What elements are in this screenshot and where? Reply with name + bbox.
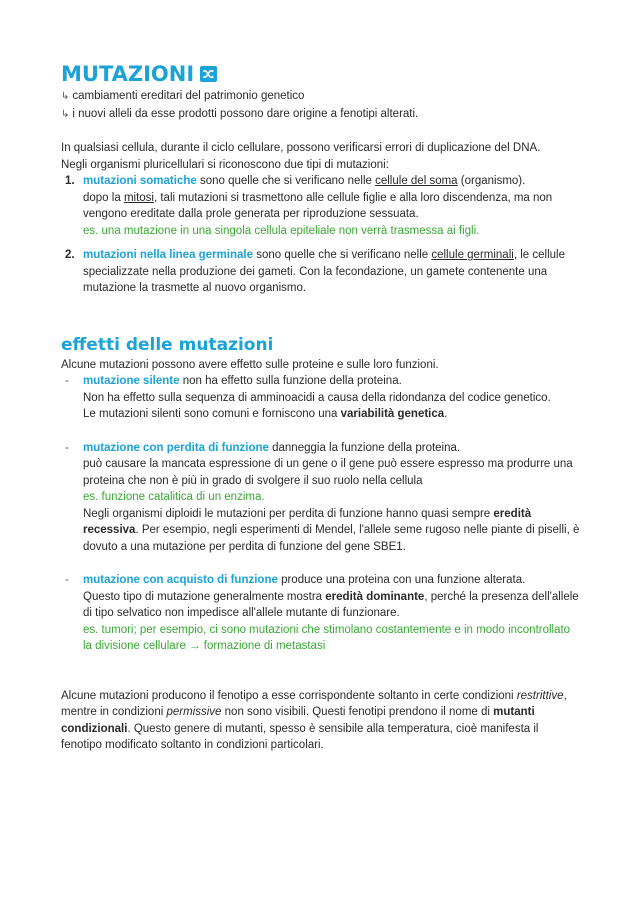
mutation-types-list bbox=[61, 173, 581, 297]
intro-line: Negli organismi pluricellulari si riconoscono due tipi di mutazioni: bbox=[61, 158, 389, 171]
example-text: es. tumori; per esempio, ci sono mutazioni che stimolano costantemente e in modo incontrollato la divisione cellulare → formazione di metastasi bbox=[83, 623, 571, 652]
term: mutazione silente bbox=[83, 375, 180, 387]
list-item: 1. mutazioni somatiche sono quelle che si verificano nelle cellule del soma (organismo). dopo la mitosi, tali mutazioni si trasmettono alle cellule figlie e alla loro discendenza, ma non vengono ereditate dalla prole generata per riproduzione sessuata. es. una mutazione in una singola cellula epiteliale non verrà trasmessa ai figli. bbox=[65, 175, 553, 237]
return-arrow-icon: ↳ bbox=[61, 108, 70, 120]
intro-line: In qualsiasi cellula, durante il ciclo cellulare, possono verificarsi errori di duplicazione del DNA. bbox=[61, 142, 541, 154]
return-arrow-icon: ↳ bbox=[61, 91, 70, 102]
document-page bbox=[61, 60, 581, 754]
list-item: 2. mutazioni nella linea germinale sono quelle che si verificano nelle cellule germinali, le cellule specializzate nella produzione dei gameti. Con la fecondazione, un gamete contenente una mutazione la trasmette al nuovo organismo. bbox=[65, 249, 565, 294]
conditional-paragraph: Alcune mutazioni producono il fenotipo a esse corrispondente soltanto in certe condizioni restrittive, mentre in condizioni permissive non sono visibili. Questi fenotipi prendono il nome di mutanti condizionali. Questo genere di mutanti, spesso è sensibile alla temperatura, cioè manifesta il fenotipo modificato soltanto in condizioni particolari. bbox=[61, 689, 567, 751]
term: mutazioni nella linea germinale bbox=[83, 249, 253, 261]
example-text: es. una mutazione in una singola cellula epiteliale non verrà trasmessa ai figli. bbox=[83, 224, 480, 237]
list-item: - mutazione con acquisto di funzione produce una proteina con una funzione alterata. Questo tipo di mutazione generalmente mostra eredità dominante, perché la presenza dell'allele di tipo selvatico non impedisce all'allele mutante di funzionare. es. tumori; per esempio, ci sono mutazioni che stimolano costantemente e in modo incontrollato la divisione cellulare → formazione di metastasi bbox=[65, 574, 579, 652]
example-text: es. funzione catalitica di un enzima. bbox=[83, 491, 265, 503]
subpoint: ↳ i nuovi alleli da esse prodotti possono dare origine a fenotipi alterati. bbox=[61, 107, 419, 120]
underlined-term: mitosi bbox=[123, 191, 154, 204]
underlined-term: cellule del soma bbox=[375, 175, 458, 187]
underlined-term: cellule germinali bbox=[431, 249, 514, 261]
term: mutazioni somatiche bbox=[83, 175, 197, 187]
section-heading: effetti delle mutazioni bbox=[61, 334, 274, 355]
shuffle-icon bbox=[200, 66, 217, 82]
term: mutazione con perdita di funzione bbox=[83, 441, 269, 454]
effects-list bbox=[61, 373, 581, 655]
subpoint: ↳ cambiamenti ereditari del patrimonio genetico bbox=[61, 90, 305, 102]
spacer bbox=[61, 423, 581, 440]
spacer bbox=[61, 555, 581, 572]
page-title: MUTAZIONI bbox=[61, 60, 581, 88]
section-intro: Alcune mutazioni possono avere effetto sulle proteine e sulle loro funzioni. bbox=[61, 358, 439, 371]
list-item: - mutazione silente non ha effetto sulla funzione della proteina. Non ha effetto sulla sequenza di amminoacidi a causa della ridondanza del codice genetico. Le mutazioni silenti sono comuni e forniscono una variabilità genetica. bbox=[65, 375, 551, 420]
list-item: - mutazione con perdita di funzione danneggia la funzione della proteina. può causare la mancata espressione di un gene o il gene può essere espresso ma produrre una proteina che non è più in grado di svolgere il suo ruolo nella cellula es. funzione catalitica di un enzima. Negli organismi diploidi le mutazioni per perdita di funzione hanno quasi sempre eredità recessiva. Per esempio, negli esperimenti di Mendel, l'allele seme rugoso nelle piante di piselli, è dovuto a una mutazione per perdita di funzione del gene SBE1. bbox=[65, 441, 580, 553]
term: mutazione con acquisto di funzione bbox=[83, 574, 278, 586]
